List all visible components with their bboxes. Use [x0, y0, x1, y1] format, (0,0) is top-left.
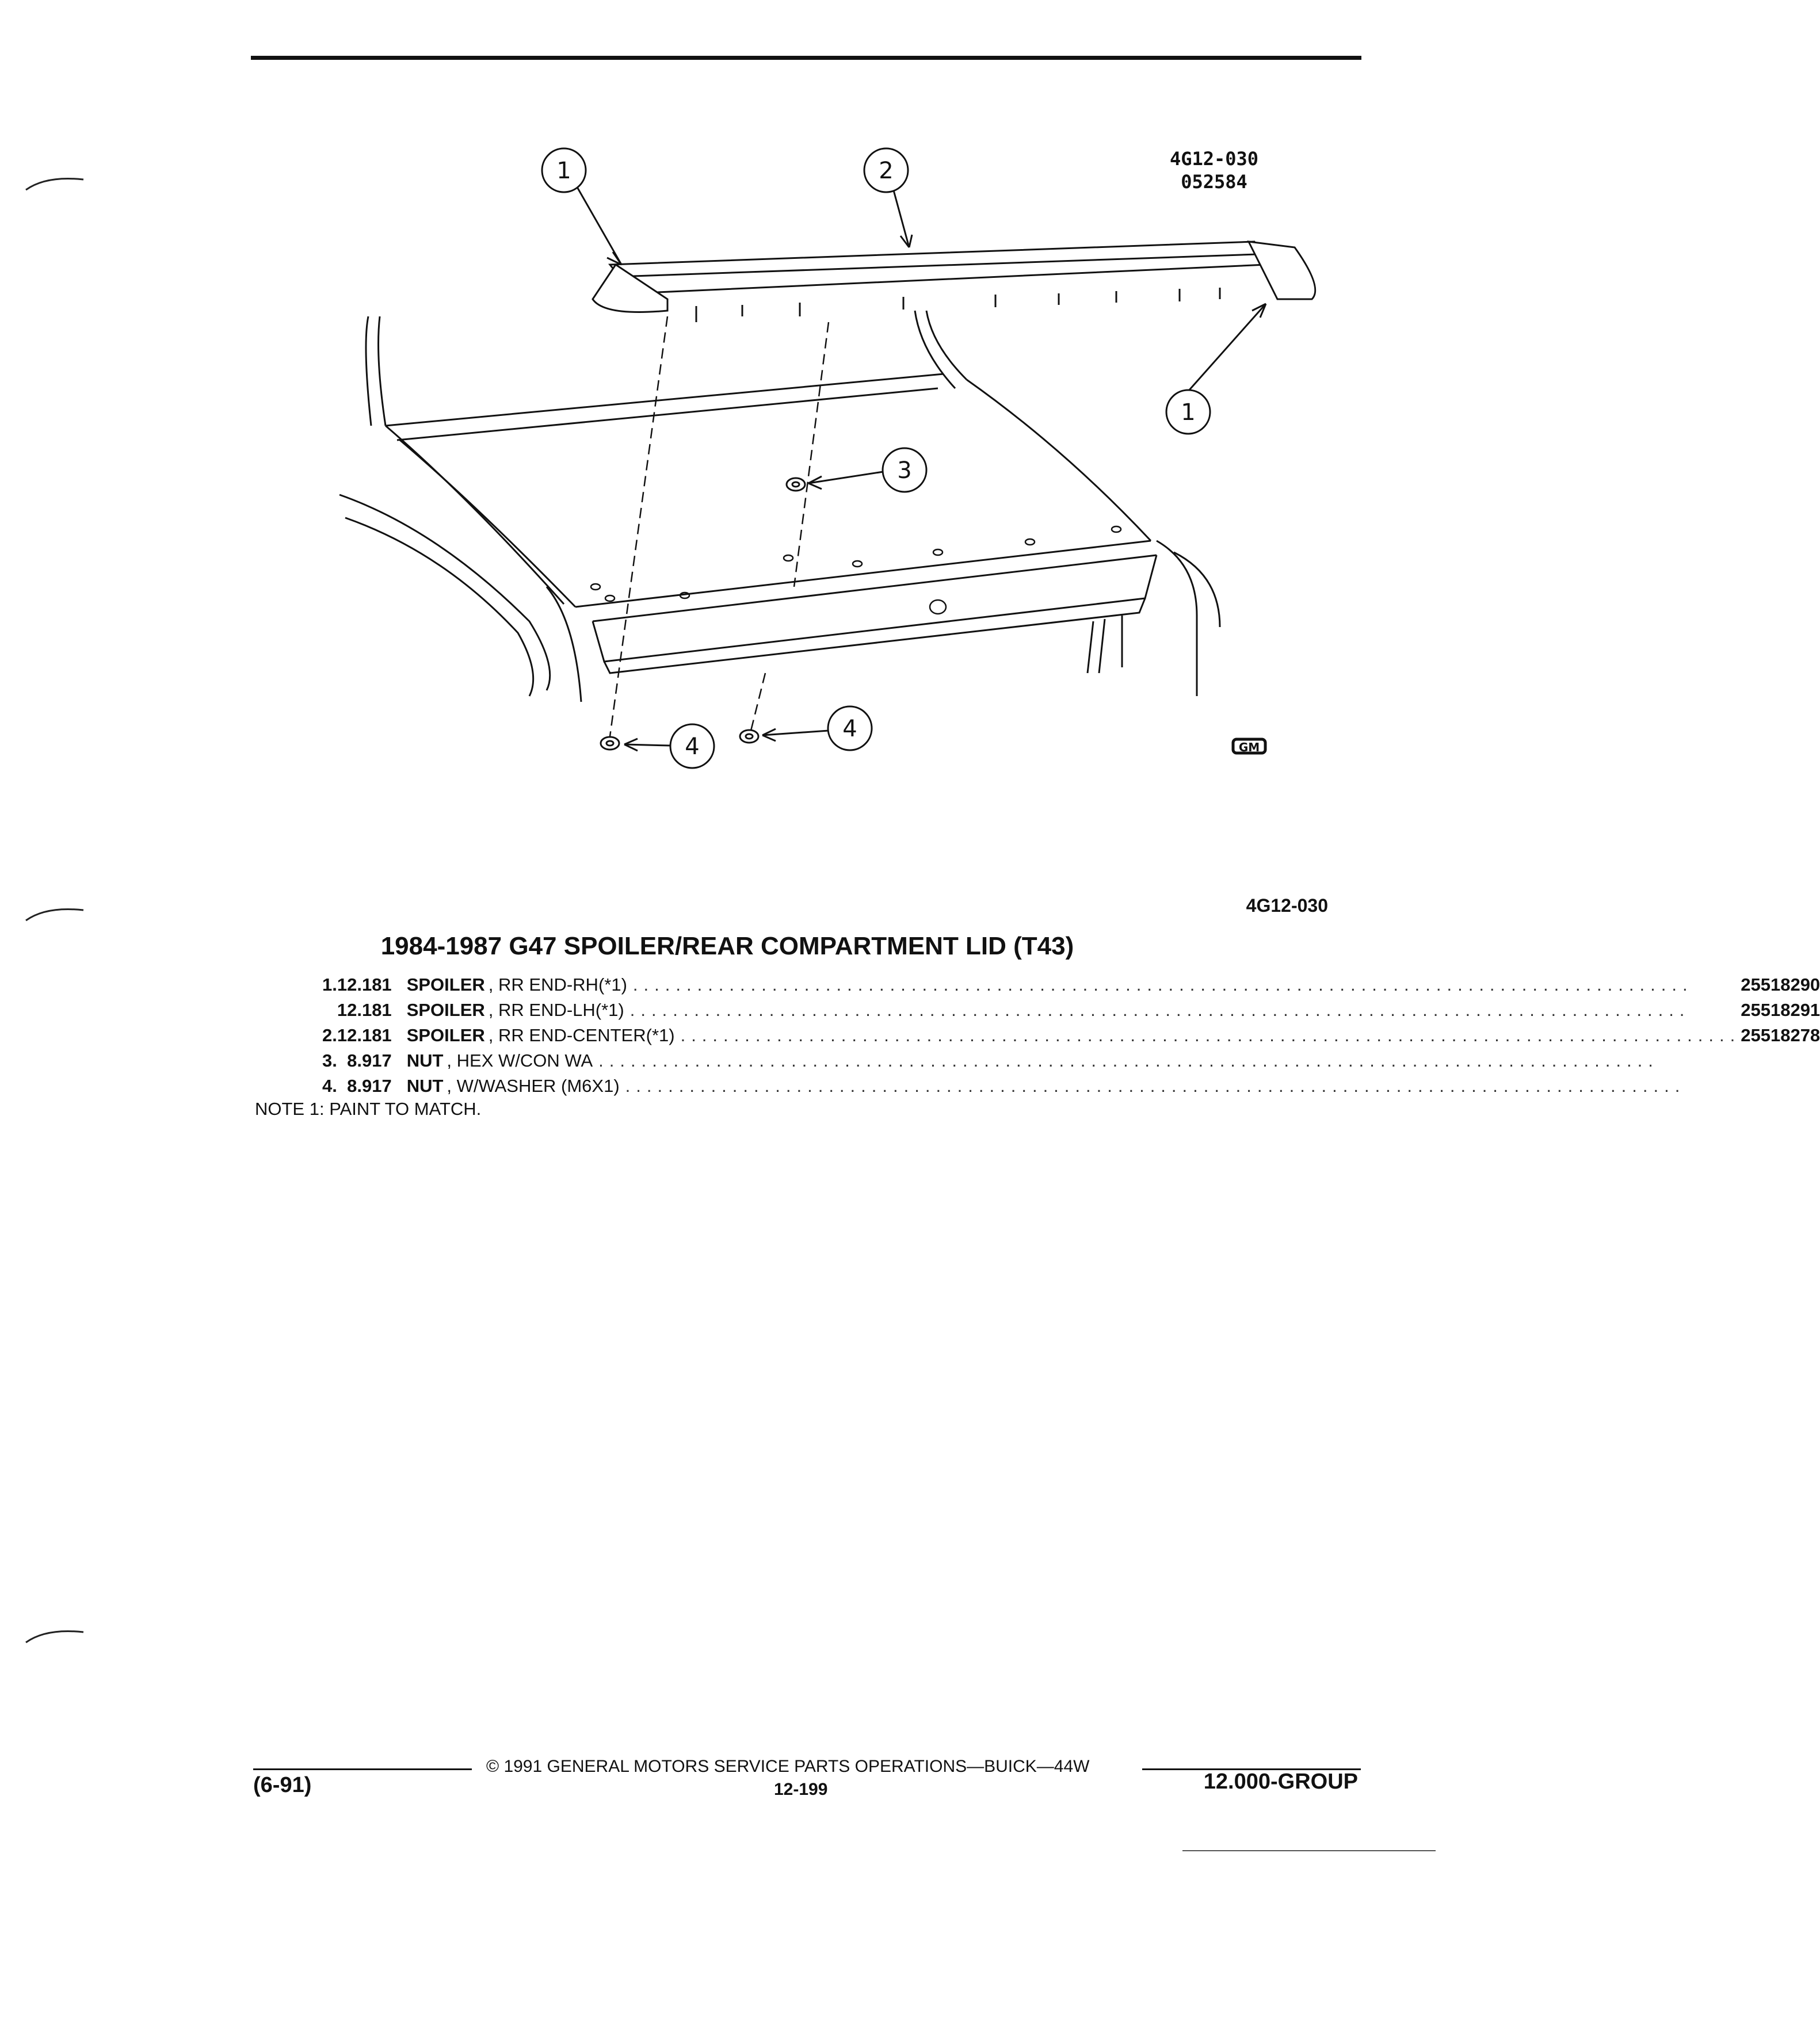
part-name: SPOILER: [406, 1025, 485, 1045]
margin-mark: [23, 1625, 86, 1648]
parts-row: [322, 1021, 1820, 1046]
callout-label: 4: [842, 716, 857, 742]
leader-dots: ...................................................................................................: [680, 1025, 1741, 1045]
catalog-number: 12.181: [337, 1000, 392, 1020]
part-detail: , RR END-CENTER(*1): [488, 1025, 675, 1045]
svg-text:GM: GM: [1238, 740, 1260, 754]
part-name: SPOILER: [406, 975, 485, 995]
catalog-number: 8.917: [347, 1050, 392, 1071]
parts-row: [322, 970, 1820, 995]
margin-mark: [23, 903, 86, 926]
copyright: © 1991 GENERAL MOTORS SERVICE PARTS OPERATIONS—BUICK—44W: [486, 1757, 1090, 1776]
parts-row: [322, 1046, 1820, 1071]
parts-table: [322, 970, 1820, 1096]
part-name: NUT: [406, 1050, 444, 1071]
spoiler-line-drawing: [322, 127, 1323, 817]
item-index: 1.: [322, 975, 337, 995]
drawing-date: 052584: [1181, 171, 1247, 193]
top-rule: [251, 56, 1361, 60]
part-detail: , RR END-RH(*1): [488, 975, 627, 995]
note: NOTE 1: PAINT TO MATCH.: [255, 1099, 482, 1119]
catalog-number: 12.181: [337, 975, 392, 995]
part-detail: , RR END-LH(*1): [488, 1000, 624, 1020]
callout-label: 1: [556, 158, 571, 184]
footer-rule-left: [253, 1768, 472, 1770]
group-label: 12.000-GROUP: [1203, 1770, 1358, 1794]
parts-row: [322, 1071, 1820, 1096]
part-name: NUT: [406, 1076, 444, 1096]
callout-label: 4: [685, 733, 700, 760]
part-description: [407, 1071, 1741, 1096]
part-number: [1741, 1046, 1820, 1071]
leader-dots: ...................................................................................................: [632, 975, 1693, 995]
drawing-number: 4G12-030: [1169, 148, 1259, 170]
callout-label: 2: [879, 158, 894, 184]
part-name: SPOILER: [406, 1000, 485, 1020]
callout-label: 3: [897, 457, 912, 484]
part-detail: , HEX W/CON WA: [447, 1050, 593, 1071]
gm-logo: [1233, 739, 1265, 754]
callout-label: 1: [1181, 399, 1196, 426]
page-number: 12-199: [774, 1780, 828, 1799]
leader-dots: ...................................................................................................: [625, 1076, 1686, 1096]
item-index: 4.: [322, 1076, 337, 1096]
part-description: [407, 1046, 1741, 1071]
item-index: 2.: [322, 1025, 337, 1045]
item-index: [322, 995, 337, 1021]
page-title: 1984-1987 G47 SPOILER/REAR COMPARTMENT LID (T43): [380, 932, 1074, 960]
part-description: [407, 970, 1741, 995]
parts-row: [322, 995, 1820, 1021]
leader-dots: ...................................................................................................: [598, 1050, 1659, 1071]
part-number: 25518291: [1741, 1000, 1820, 1020]
leader-dots: ...................................................................................................: [629, 1000, 1691, 1020]
catalog-number: 12.181: [337, 1025, 392, 1045]
date-code: (6-91): [253, 1773, 312, 1797]
drawing-code: [1151, 147, 1277, 193]
part-number: 25518278: [1741, 1025, 1820, 1045]
margin-mark: [23, 173, 86, 196]
part-detail: , W/WASHER (M6X1): [447, 1076, 620, 1096]
corner-line: [1182, 1850, 1436, 1851]
catalog-number: 8.917: [347, 1076, 392, 1096]
item-index: 3.: [322, 1050, 337, 1071]
part-description: [407, 995, 1741, 1021]
part-description: [407, 1021, 1741, 1046]
reference-code: 4G12-030: [1246, 895, 1328, 916]
part-number: [1741, 1071, 1820, 1096]
exploded-view-diagram: [322, 127, 1323, 817]
part-number: 25518290: [1741, 975, 1820, 995]
